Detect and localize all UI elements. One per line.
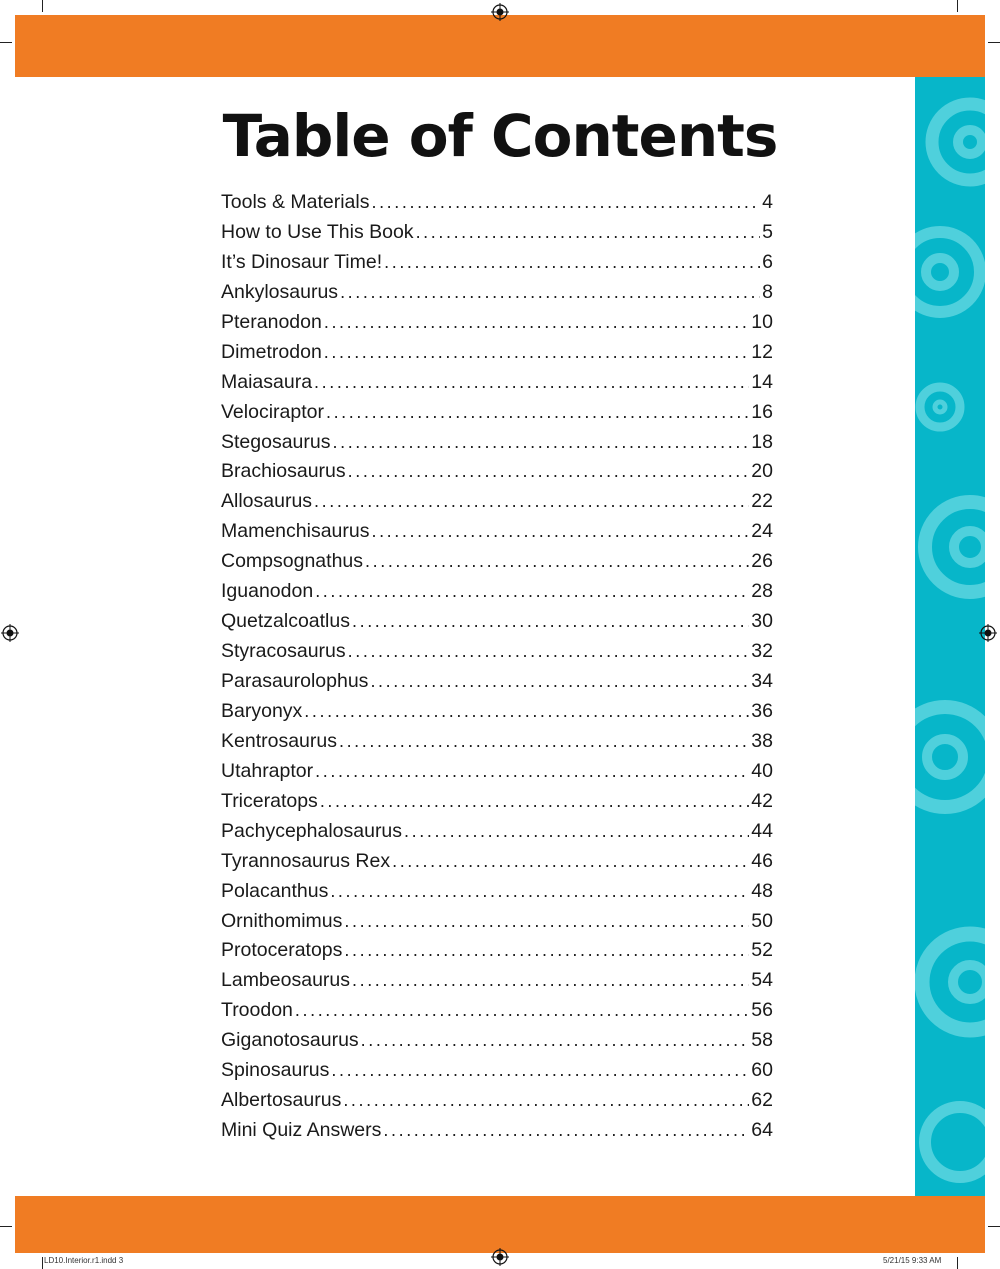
crop-mark: [988, 1226, 1000, 1227]
toc-leader-dots: [365, 551, 749, 572]
toc-entry-label: Styracosaurus: [221, 640, 346, 663]
toc-entry: [221, 1119, 773, 1149]
toc-entry-page: 22: [751, 490, 773, 513]
crop-mark: [42, 1257, 43, 1269]
side-teal-strip: [915, 77, 985, 1196]
toc-entry: [221, 520, 773, 550]
toc-entry-page: 38: [751, 729, 773, 752]
toc-entry-label: Pteranodon: [221, 310, 322, 333]
toc-leader-dots: [392, 851, 749, 872]
toc-entry-page: 26: [751, 550, 773, 573]
toc-entry: [221, 550, 773, 580]
toc-entry-page: 5: [762, 220, 773, 243]
toc-entry: [221, 790, 773, 820]
toc-leader-dots: [352, 611, 749, 632]
toc-entry: [221, 640, 773, 670]
toc-leader-dots: [333, 432, 750, 453]
toc-leader-dots: [343, 1090, 749, 1111]
toc-entry-page: 60: [751, 1059, 773, 1082]
toc-entry: [221, 1089, 773, 1119]
toc-entry: [221, 670, 773, 700]
toc-entry-page: 42: [751, 789, 773, 812]
toc-leader-dots: [315, 761, 749, 782]
toc-entry-page: 6: [762, 250, 773, 273]
toc-entry-page: 14: [751, 370, 773, 393]
toc-leader-dots: [330, 881, 749, 902]
toc-entry-label: Kentrosaurus: [221, 729, 337, 752]
toc-entry-page: 36: [751, 699, 773, 722]
toc-entry-label: Spinosaurus: [221, 1059, 330, 1082]
toc-entry-label: Ankylosaurus: [221, 280, 339, 303]
toc-entry: [221, 760, 773, 790]
toc-entry-label: Brachiosaurus: [221, 460, 346, 483]
toc-entry-page: 46: [751, 849, 773, 872]
toc-entry: [221, 490, 773, 520]
crop-mark: [0, 1226, 12, 1227]
toc-leader-dots: [371, 192, 760, 213]
toc-entry-page: 12: [751, 340, 773, 363]
toc-leader-dots: [324, 342, 750, 363]
toc-entry-page: 50: [751, 909, 773, 932]
toc-entry: [221, 1059, 773, 1089]
toc-entry-label: Utahraptor: [221, 759, 314, 782]
toc-entry: [221, 401, 773, 431]
toc-entry: [221, 999, 773, 1029]
toc-entry-label: Triceratops: [221, 789, 318, 812]
toc-entry-page: 58: [751, 1029, 773, 1052]
toc-entry: [221, 431, 773, 461]
toc-entry-page: 54: [751, 969, 773, 992]
toc-entry-label: Quetzalcoatlus: [221, 610, 350, 633]
registration-mark-icon: [491, 1248, 509, 1266]
toc-entry: [221, 610, 773, 640]
toc-entry-page: 56: [751, 999, 773, 1022]
toc-leader-dots: [331, 1060, 749, 1081]
registration-mark-icon: [1, 624, 19, 642]
toc-leader-dots: [348, 461, 750, 482]
toc-entry: [221, 880, 773, 910]
toc-entry-page: 48: [751, 879, 773, 902]
toc-entry-page: 40: [751, 759, 773, 782]
toc-leader-dots: [361, 1030, 750, 1051]
toc-leader-dots: [348, 641, 750, 662]
toc-leader-dots: [320, 791, 749, 812]
bottom-orange-band: [15, 1196, 985, 1253]
toc-entry: [221, 700, 773, 730]
toc-entry-label: Ornithomimus: [221, 909, 343, 932]
toc-entry-label: Tyrannosaurus Rex: [221, 849, 391, 872]
crop-mark: [957, 1257, 958, 1269]
top-orange-band: [15, 15, 985, 77]
toc-entry-page: 30: [751, 610, 773, 633]
toc-entry-label: Dimetrodon: [221, 340, 322, 363]
toc-entry-page: 44: [751, 819, 773, 842]
toc-entry-page: 28: [751, 580, 773, 603]
toc-entry-page: 16: [751, 400, 773, 423]
toc-leader-dots: [370, 671, 749, 692]
toc-entry-page: 20: [751, 460, 773, 483]
toc-entry-label: Parasaurolophus: [221, 670, 369, 692]
toc-entry-label: Tools & Materials: [221, 191, 370, 213]
toc-leader-dots: [304, 701, 749, 722]
toc-entry: [221, 1029, 773, 1059]
toc-entry-page: 18: [751, 430, 773, 453]
toc-entry: [221, 730, 773, 760]
slug-file-info: LD10.Interior.r1.indd 3: [44, 1256, 124, 1265]
toc-entry: [221, 281, 773, 311]
toc-entry-label: Mini Quiz Answers: [221, 1119, 382, 1142]
toc-entry-label: Velociraptor: [221, 400, 324, 423]
toc-entry-label: Compsognathus: [221, 550, 364, 573]
toc-entry-page: 64: [751, 1119, 773, 1142]
registration-mark-icon: [491, 3, 509, 21]
toc-entry: [221, 221, 773, 251]
toc-leader-dots: [404, 821, 749, 842]
toc-entry-page: 52: [751, 939, 773, 962]
toc-entry-page: 10: [751, 310, 773, 333]
toc-leader-dots: [371, 521, 749, 542]
toc-leader-dots: [383, 1120, 749, 1141]
toc-leader-dots: [314, 491, 749, 512]
crop-mark: [957, 0, 958, 12]
toc-leader-dots: [315, 581, 749, 602]
toc-entry-label: Baryonyx: [221, 699, 303, 722]
toc-entry-label: Iguanodon: [221, 580, 314, 603]
toc-entry: [221, 820, 773, 850]
toc-entry: [221, 580, 773, 610]
toc-entry: [221, 371, 773, 401]
toc-entry-label: Troodon: [221, 999, 293, 1022]
toc-entry-page: 32: [751, 640, 773, 663]
toc-entry-label: Protoceratops: [221, 939, 343, 962]
table-of-contents: [221, 191, 773, 1149]
toc-leader-dots: [344, 911, 749, 932]
crop-mark: [0, 42, 12, 43]
toc-entry-label: Mamenchisaurus: [221, 520, 370, 543]
toc-entry: [221, 939, 773, 969]
toc-entry: [221, 969, 773, 999]
crop-mark: [988, 42, 1000, 43]
toc-entry-page: 34: [751, 670, 773, 692]
circle-pattern: [915, 77, 985, 1196]
toc-leader-dots: [326, 402, 749, 423]
toc-entry: [221, 191, 773, 221]
toc-entry-label: Maiasaura: [221, 370, 313, 393]
registration-mark-icon: [979, 624, 997, 642]
toc-leader-dots: [339, 731, 749, 752]
toc-entry-label: Allosaurus: [221, 490, 313, 513]
toc-leader-dots: [295, 1000, 749, 1021]
toc-entry-page: 8: [762, 280, 773, 303]
toc-leader-dots: [384, 252, 760, 273]
toc-leader-dots: [340, 282, 760, 303]
page-title: Table of Contents: [222, 102, 778, 170]
toc-entry-page: 24: [751, 520, 773, 543]
toc-entry-label: Stegosaurus: [221, 430, 331, 453]
toc-entry: [221, 251, 773, 281]
slug-timestamp: 5/21/15 9:33 AM: [883, 1256, 942, 1265]
toc-entry-label: Giganotosaurus: [221, 1029, 359, 1052]
toc-entry-label: It’s Dinosaur Time!: [221, 250, 383, 273]
toc-entry-label: Lambeosaurus: [221, 969, 350, 992]
toc-entry: [221, 341, 773, 371]
crop-mark: [42, 0, 43, 12]
toc-entry: [221, 311, 773, 341]
toc-entry: [221, 460, 773, 490]
toc-entry-page: 62: [751, 1089, 773, 1112]
toc-entry: [221, 910, 773, 940]
toc-leader-dots: [416, 222, 761, 243]
toc-leader-dots: [352, 970, 749, 991]
toc-leader-dots: [344, 940, 749, 961]
toc-entry-label: How to Use This Book: [221, 220, 414, 243]
toc-leader-dots: [314, 372, 749, 393]
toc-entry-label: Albertosaurus: [221, 1089, 342, 1112]
toc-leader-dots: [324, 312, 749, 333]
toc-entry-label: Pachycephalosaurus: [221, 819, 403, 842]
toc-entry: [221, 850, 773, 880]
toc-entry-label: Polacanthus: [221, 879, 329, 902]
toc-entry-page: 4: [762, 191, 773, 213]
